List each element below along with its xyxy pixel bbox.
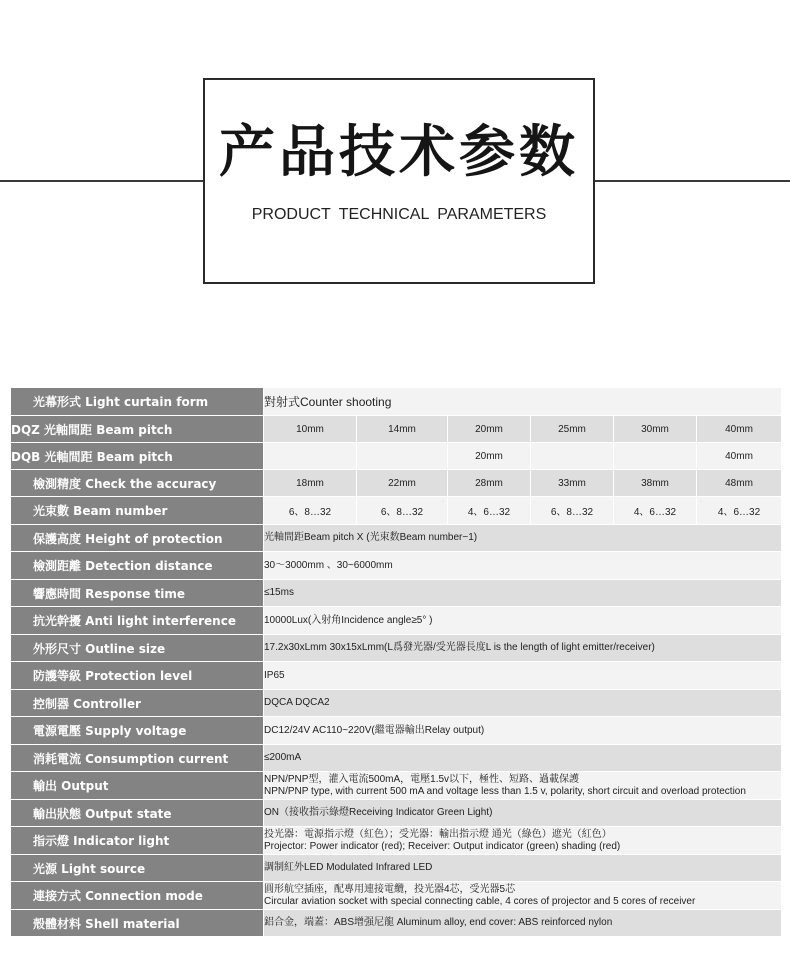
param-value: [264, 882, 782, 910]
table-cell: [614, 443, 697, 470]
param-value-line: NPN/PNP型，灌入電流500mA，電壓1.5v以下，極性、短路、過載保護: [264, 773, 580, 785]
param-value: 鋁合金，端蓋：ABS增强尼龍 Aluminum alloy, end cover: ABS reinforced nylon: [264, 910, 782, 937]
table-row: [11, 552, 782, 580]
table-cell: 48mm: [697, 470, 782, 497]
param-value: ≤200mA: [264, 745, 782, 772]
table-cell: 30mm: [614, 416, 697, 443]
param-label: 保護高度 Height of protection: [11, 525, 264, 552]
table-cell: 4、6…32: [697, 497, 782, 525]
table-row: [11, 690, 782, 717]
title-box: [203, 78, 595, 284]
param-value: ≤15ms: [264, 580, 782, 607]
table-row: [11, 580, 782, 607]
param-value: 調制紅外LED Modulated Infrared LED: [264, 855, 782, 882]
table-cell: [531, 443, 614, 470]
param-label: 防護等級 Protection level: [11, 662, 264, 690]
table-cell: 20mm: [448, 443, 531, 470]
param-label: 連接方式 Connection mode: [11, 882, 264, 910]
table-cell: 40mm: [697, 416, 782, 443]
table-cell: 22mm: [357, 470, 448, 497]
page-subtitle: PRODUCT TECHNICAL PARAMETERS: [251, 206, 547, 223]
param-label: 檢測距離 Detection distance: [11, 552, 264, 580]
table-cell: [264, 443, 357, 470]
divider-line-left: [0, 180, 204, 182]
param-label: 響應時間 Response time: [11, 580, 264, 607]
param-label: 抗光幹擾 Anti light interference: [11, 607, 264, 635]
table-cell: 14mm: [357, 416, 448, 443]
param-value: 30～3000mm 、30~6000mm: [264, 552, 782, 580]
table-row: [11, 497, 782, 525]
table-cell: 25mm: [531, 416, 614, 443]
param-label: 電源電壓 Supply voltage: [11, 717, 264, 745]
table-cell: 40mm: [697, 443, 782, 470]
param-value: DQCA DQCA2: [264, 690, 782, 717]
table-row: [11, 388, 782, 416]
table-cell: 6、8…32: [357, 497, 448, 525]
table-cell: 10mm: [264, 416, 357, 443]
table-row: [11, 772, 782, 800]
param-value: 光軸間距Beam pitch X (光束数Beam number−1): [264, 525, 782, 552]
table-row: [11, 635, 782, 662]
table-row: [11, 745, 782, 772]
param-label: 輸出 Output: [11, 772, 264, 800]
param-value-line: Circular aviation socket with special connecting cable, 4 cores of projector and 5 cores of receiver: [264, 895, 696, 907]
table-cell: 38mm: [614, 470, 697, 497]
param-value-line: NPN/PNP type, with current 500 mA and voltage less than 1.5 v, polarity, short circuit and overload protection: [264, 785, 746, 797]
table-cell: 28mm: [448, 470, 531, 497]
param-label: 光束數 Beam number: [11, 497, 264, 525]
param-value: DC12/24V AC110~220V(繼電器輸出Relay output): [264, 717, 782, 745]
table-cell: 33mm: [531, 470, 614, 497]
param-label: DQB 光軸間距 Beam pitch: [11, 443, 264, 470]
param-value: 對射式Counter shooting: [264, 388, 782, 416]
table-row: [11, 525, 782, 552]
table-row: [11, 607, 782, 635]
param-value: ON（接收指示綠燈Receiving Indicator Green Light): [264, 800, 782, 827]
param-label: 輸出狀態 Output state: [11, 800, 264, 827]
param-value: 10000Lux(入射角Incidence angle≥5° ): [264, 607, 782, 635]
table-row: [11, 910, 782, 937]
parameters-table: [10, 387, 782, 937]
table-cell: [357, 443, 448, 470]
param-label: 光幕形式 Light curtain form: [11, 388, 264, 416]
param-label: DQZ 光軸間距 Beam pitch: [11, 416, 264, 443]
param-value: [264, 827, 782, 855]
table-row: [11, 443, 782, 470]
table-row: [11, 882, 782, 910]
param-value: 17.2x30xLmm 30x15xLmm(L爲發光器/受光器長度L is the length of light emitter/receiver): [264, 635, 782, 662]
table-row: [11, 827, 782, 855]
table-cell: 18mm: [264, 470, 357, 497]
param-label: 外形尺寸 Outline size: [11, 635, 264, 662]
param-label: 消耗電流 Consumption current: [11, 745, 264, 772]
table-cell: 6、8…32: [264, 497, 357, 525]
divider-line-right: [593, 180, 790, 182]
page-title: 产品技术参数: [219, 120, 579, 185]
table-cell: 20mm: [448, 416, 531, 443]
param-label: 檢測精度 Check the accuracy: [11, 470, 264, 497]
table-cell: 4、6…32: [448, 497, 531, 525]
param-value: [264, 772, 782, 800]
param-value: IP65: [264, 662, 782, 690]
param-label: 光源 Light source: [11, 855, 264, 882]
table-row: [11, 662, 782, 690]
param-label: 殼體材料 Shell material: [11, 910, 264, 937]
table-row: [11, 470, 782, 497]
param-value-line: Projector: Power indicator (red); Receiver: Output indicator (green) shading (red): [264, 840, 621, 852]
table-row: [11, 800, 782, 827]
param-label: 控制器 Controller: [11, 690, 264, 717]
table-cell: 4、6…32: [614, 497, 697, 525]
table-cell: 6、8…32: [531, 497, 614, 525]
table-row: [11, 855, 782, 882]
param-value-line: 投光器：電源指示燈（紅色）；受光器：輸出指示燈 通光（綠色）遮光（紅色）: [264, 828, 612, 840]
param-value-line: 圓形航空插座，配專用連接電纜，投光器4芯，受光器5芯: [264, 883, 516, 895]
table-row: [11, 416, 782, 443]
table-row: [11, 717, 782, 745]
param-label: 指示燈 Indicator light: [11, 827, 264, 855]
